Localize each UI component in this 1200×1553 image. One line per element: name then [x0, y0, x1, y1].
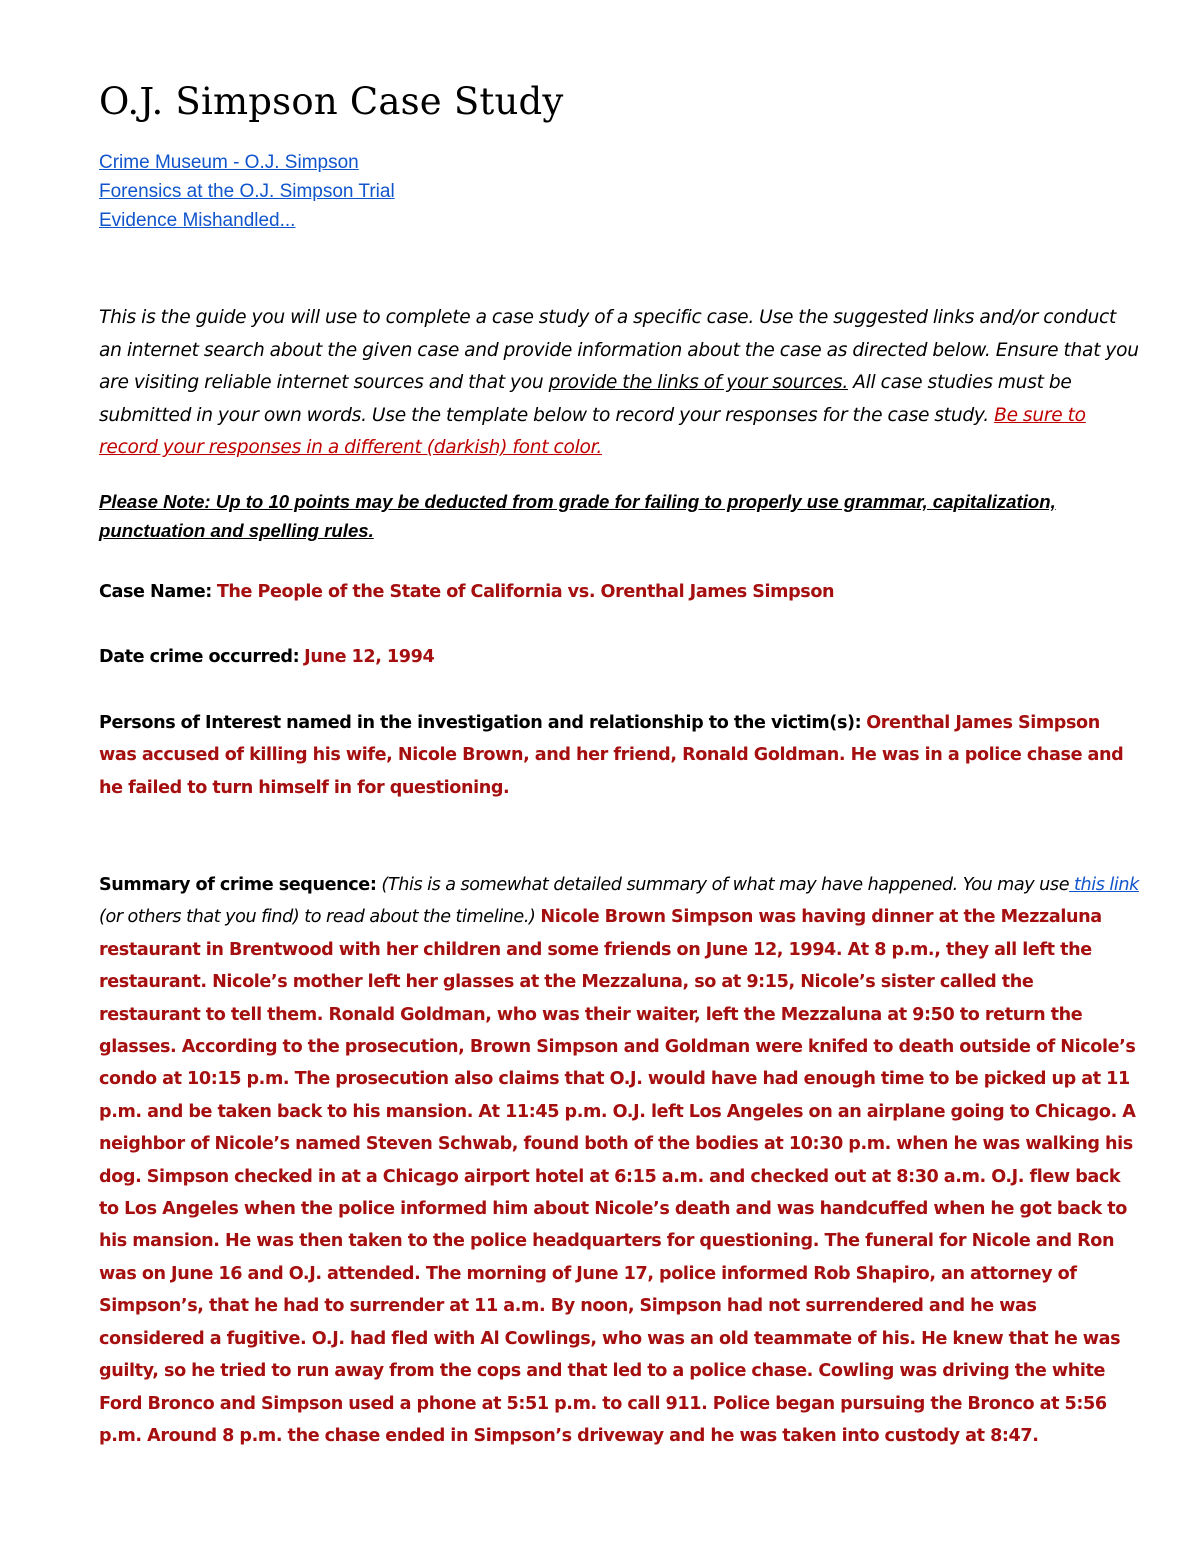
- date-value: June 12, 1994: [304, 647, 435, 668]
- timeline-link[interactable]: this link: [1069, 875, 1139, 895]
- reference-links: [99, 148, 1139, 235]
- intro-red-note: Be sure to record your responses in a different (darkish) font color.: [99, 404, 1086, 459]
- grammar-note: Please Note: Up to 10 points may be deducted from grade for failing to properly use grammar, capitalization, punctuation and spelling rules.: [99, 490, 1056, 541]
- persons-field: [99, 707, 1139, 804]
- link-evidence-mishandled[interactable]: Evidence Mishandled...: [99, 210, 296, 231]
- case-name-value: The People of the State of California vs. Orenthal James Simpson: [216, 581, 835, 602]
- summary-label: Summary of crime sequence:: [99, 875, 377, 895]
- link-forensics-trial[interactable]: Forensics at the O.J. Simpson Trial: [99, 181, 395, 202]
- intro-text-1: This is the guide you will use to complete a case study of a specific case. Use the suggested links and/or conduct an internet search about the given case and provide information about the case as directed below. Ensure that you are visiting reliable internet sources and that you: [99, 307, 1139, 394]
- intro-underlined: provide the links of your sources.: [548, 372, 848, 394]
- persons-value: Orenthal James Simpson was accused of killing his wife, Nicole Brown, and her friend, Ronald Goldman. He was in a police chase and he failed to turn himself in for questioning.: [99, 712, 1124, 798]
- case-name-field: [99, 576, 1139, 608]
- document-page: [99, 78, 1139, 1452]
- summary-instruction-b: (or others that you find) to read about the timeline.): [99, 907, 541, 928]
- case-name-label: Case Name:: [99, 581, 212, 602]
- summary-field: [99, 869, 1139, 1452]
- intro-text-2: All case studies must be submitted in your own words. Use the template below to record your responses for the case study.: [99, 372, 1072, 426]
- page-title: O.J. Simpson Case Study: [99, 80, 564, 123]
- link-crime-museum[interactable]: Crime Museum - O.J. Simpson: [99, 152, 359, 173]
- summary-value: Nicole Brown Simpson was having dinner at the Mezzaluna restaurant in Brentwood with her children and some friends on June 12, 1994. At 8 p.m., they all left the restaurant. Nicole’s mother left her glasses at the Mezzaluna, so at 9:15, Nicole’s sister called the restaurant to tell them. Ronald Goldman, who was their waiter, left the Mezzaluna at 9:50 to return the glasses. According to the prosecution, Brown Simpson and Goldman were knifed to death outside of Nicole’s condo at 10:15 p.m. The prosecution also claims that O.J. would have had enough time to be picked up at 11 p.m. and be taken back to his mansion. At 11:45 p.m. O.J. left Los Angeles on an airplane going to Chicago. A neighbor of Nicole’s named Steven Schwab, found both of the bodies at 10:30 p.m. when he was walking his dog. Simpson checked in at a Chicago airport hotel at 6:15 a.m. and checked out at 8:30 a.m. O.J. flew back to Los Angeles when the police informed him about Nicole’s death and was handcuffed when he got back to his mansion. He was then taken to the police headquarters for questioning. The funeral for Nicole and Ron was on June 16 and O.J. attended. The morning of June 17, police informed Rob Shapiro, an attorney of Simpson’s, that he had to surrender at 11 a.m. By noon, Simpson had not surrendered and he was considered a fugitive. O.J. had fled with Al Cowlings, who was an old teammate of his. He knew that he was guilty, so he tried to run away from the cops and that led to a police chase. Cowling was driving the white Ford Bronco and Simpson used a phone at 5:51 p.m. to call 911. Police began pursuing the Bronco at 5:56 p.m. Around 8 p.m. the chase ended in Simpson’s driveway and he was taken into custody at 8:47.: [99, 907, 1136, 1446]
- summary-instruction-a: (This is a somewhat detailed summary of what may have happened. You may use: [381, 875, 1070, 895]
- date-label: Date crime occurred:: [99, 647, 300, 668]
- intro-paragraph: [99, 302, 1139, 465]
- date-field: [99, 641, 1139, 673]
- persons-label: Persons of Interest named in the investigation and relationship to the victim(s):: [99, 712, 862, 733]
